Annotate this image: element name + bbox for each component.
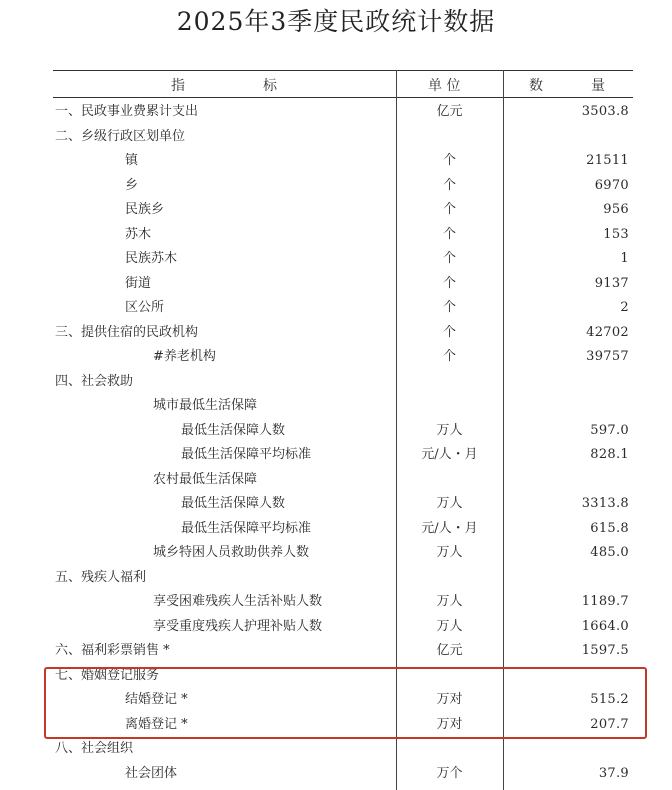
row-value: 37.9 [598, 765, 629, 781]
row-value: 42702 [586, 324, 629, 340]
table-row [53, 272, 633, 297]
row-value: 9137 [594, 275, 629, 291]
row-indicator: 离婚登记 * [125, 716, 188, 732]
row-unit: 万人 [436, 594, 463, 609]
row-indicator: 民族乡 [125, 202, 165, 217]
row-unit: 个 [442, 251, 456, 266]
row-value: 21511 [586, 153, 629, 168]
table-row [53, 419, 633, 444]
row-value: 39757 [586, 349, 629, 364]
row-unit: 个 [442, 177, 456, 193]
row-indicator: 享受重度残疾人护理补贴人数 [153, 618, 323, 634]
row-indicator: 区公所 [125, 300, 165, 315]
row-value: 2 [620, 300, 629, 315]
row-indicator: 六、福利彩票销售 * [55, 643, 170, 658]
row-value: 597.0 [590, 422, 629, 438]
row-indicator: 二、乡级行政区划单位 [55, 128, 186, 144]
row-indicator: 最低生活保障人数 [181, 496, 286, 511]
row-value: 207.7 [590, 716, 629, 732]
row-unit: 个 [442, 202, 456, 217]
row-indicator: #养老机构 [153, 349, 216, 364]
row-value: 615.8 [590, 520, 629, 536]
row-indicator: 最低生活保障平均标准 [181, 447, 312, 462]
row-indicator: 最低生活保障人数 [181, 422, 286, 438]
row-unit: 亿元 [436, 643, 463, 658]
row-unit: 元/人・月 [421, 447, 478, 462]
row-unit: 万个 [436, 765, 463, 781]
row-indicator: 三、提供住宿的民政机构 [55, 324, 199, 340]
row-indicator: 城市最低生活保障 [153, 398, 258, 413]
row-value: 485.0 [590, 545, 629, 560]
row-indicator: 一、民政事业费累计支出 [55, 104, 199, 119]
header-indicator-part2: 标 [263, 78, 277, 94]
row-unit: 个 [442, 275, 456, 291]
row-unit: 个 [442, 324, 456, 340]
row-unit: 个 [442, 153, 456, 168]
row-indicator: 社会团体 [125, 765, 178, 781]
header-unit: 单 位 [428, 78, 461, 94]
row-value: 3313.8 [581, 496, 629, 511]
table-top-rule [53, 70, 633, 71]
row-value: 1189.7 [581, 594, 629, 609]
row-value: 6970 [594, 177, 629, 193]
row-value: 1664.0 [581, 618, 629, 634]
row-indicator: 五、残疾人福利 [55, 569, 147, 585]
table-row [53, 517, 633, 542]
table-row [53, 541, 633, 566]
table-row [53, 615, 633, 640]
table-row [53, 345, 633, 370]
row-unit: 个 [442, 300, 456, 315]
row-value: 3503.8 [581, 104, 629, 119]
row-value: 1597.5 [581, 643, 629, 658]
table-header-rule [53, 97, 633, 98]
row-indicator: 乡 [125, 177, 139, 193]
row-indicator: 苏木 [125, 226, 152, 242]
header-indicator-part1: 指 [171, 78, 185, 94]
table-row [53, 443, 633, 468]
row-unit: 个 [442, 349, 456, 364]
table-row [53, 100, 633, 125]
table-row [53, 590, 633, 615]
row-indicator: 城乡特困人员救助供养人数 [153, 545, 310, 560]
row-unit: 万对 [436, 692, 463, 707]
row-indicator: 农村最低生活保障 [153, 471, 258, 487]
table-row [53, 174, 633, 199]
row-indicator: 四、社会救助 [55, 373, 134, 389]
row-indicator: 镇 [125, 153, 139, 168]
row-unit: 万人 [436, 545, 463, 560]
row-value: 515.2 [590, 692, 629, 707]
table-row [53, 468, 633, 493]
table-row [53, 321, 633, 346]
table-row [53, 566, 633, 591]
highlight-box [44, 667, 647, 739]
row-value: 956 [603, 202, 629, 217]
row-indicator: 民族苏木 [125, 251, 178, 266]
row-indicator: 结婚登记 * [125, 692, 188, 707]
table-row [53, 370, 633, 395]
row-indicator: 享受困难残疾人生活补贴人数 [153, 594, 323, 609]
table-row [53, 492, 633, 517]
table-row [53, 762, 633, 787]
table-row [53, 223, 633, 248]
row-unit: 万人 [436, 422, 463, 438]
table-row [53, 149, 633, 174]
header-value-part1: 数 [529, 78, 543, 94]
row-indicator: 七、婚姻登记服务 [55, 667, 160, 683]
table-row [53, 737, 633, 762]
row-unit: 个 [442, 226, 456, 242]
row-unit: 万人 [436, 618, 463, 634]
table-row [53, 247, 633, 272]
table-row [53, 198, 633, 223]
row-value: 828.1 [590, 447, 629, 462]
row-value: 1 [620, 251, 629, 266]
row-unit: 元/人・月 [421, 520, 478, 536]
row-unit: 万对 [436, 716, 463, 732]
row-indicator: 八、社会组织 [55, 741, 134, 756]
row-indicator: 街道 [125, 275, 152, 291]
row-unit: 万人 [436, 496, 463, 511]
row-value: 153 [603, 226, 629, 242]
page-title: 2025年3季度民政统计数据 [176, 7, 496, 36]
row-unit: 亿元 [436, 104, 463, 119]
table-row [53, 296, 633, 321]
table-row [53, 394, 633, 419]
row-indicator: 最低生活保障平均标准 [181, 520, 312, 536]
table-row [53, 125, 633, 150]
table-row [53, 639, 633, 664]
header-value-part2: 量 [591, 78, 605, 94]
